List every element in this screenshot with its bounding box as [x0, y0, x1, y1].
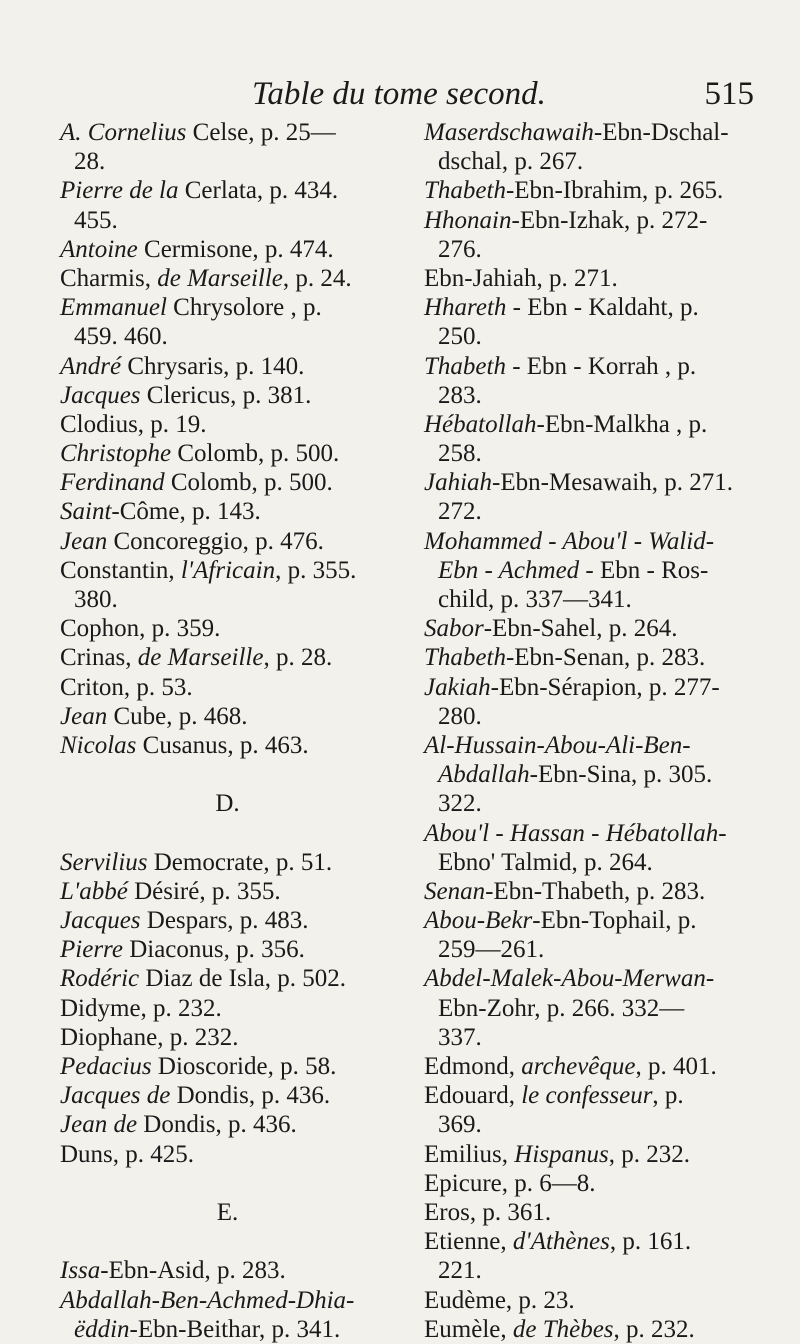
- entry-italic-text: Nicolas: [60, 731, 137, 759]
- page-number: 515: [704, 76, 754, 112]
- index-entry-continuation: [424, 381, 764, 410]
- entry-text: child, p. 337—341.: [438, 586, 632, 613]
- index-entry: [60, 877, 415, 906]
- index-entry: [60, 1081, 415, 1110]
- index-entry: [60, 1110, 415, 1139]
- index-entry: [60, 673, 415, 702]
- blank-line: [60, 1169, 415, 1198]
- entry-italic-text: Rodéric: [60, 965, 140, 993]
- entry-italic-text: André: [60, 352, 122, 380]
- index-entry: [60, 1052, 415, 1081]
- entry-italic-text: Sabor: [424, 615, 484, 643]
- blank-line: [60, 1227, 415, 1256]
- entry-text: Chrysolore , p.: [166, 294, 322, 322]
- index-entry: [424, 352, 764, 381]
- index-entry-continuation: [424, 935, 764, 964]
- entry-text: 258.: [438, 440, 482, 468]
- entry-text: 455.: [74, 206, 118, 234]
- entry-text: Désiré, p. 355.: [127, 877, 281, 905]
- entry-text: -Ebn-Asid, p. 283.: [100, 1257, 286, 1285]
- index-entry: [424, 614, 764, 643]
- entry-text: -Ebn-Sérapion, p. 277-: [490, 673, 720, 701]
- index-entry-continuation: [60, 206, 415, 235]
- entry-text: Eumèle,: [424, 1315, 513, 1343]
- entry-italic-text: Hispanus: [514, 1140, 609, 1168]
- entry-italic-text: d'Athènes: [512, 1228, 610, 1256]
- entry-italic-text: Servilius: [60, 848, 148, 876]
- entry-text: -Ebn-Tophail, p.: [532, 907, 697, 935]
- index-entry-continuation: [424, 147, 764, 176]
- index-entry: [424, 176, 764, 205]
- entry-text: Eros, p. 361.: [424, 1198, 552, 1226]
- entry-text: Cophon, p. 359.: [60, 615, 221, 643]
- entry-italic-text: archevêque: [521, 1053, 636, 1080]
- entry-text: Emilius,: [424, 1140, 515, 1168]
- entry-text: Ebn-Jahiah, p. 271.: [424, 264, 618, 292]
- entry-italic-text: Maserdschawaih: [424, 119, 594, 146]
- entry-text: Criton, p. 53.: [60, 673, 193, 701]
- index-entry: [60, 176, 415, 205]
- entry-italic-text: de Marseille: [137, 644, 264, 672]
- index-entry-continuation: [60, 1315, 415, 1344]
- entry-text: Ebn-Zohr, p. 266. 332—: [438, 994, 685, 1022]
- entry-italic-text: Jean: [60, 702, 108, 730]
- index-entry: [60, 614, 415, 643]
- index-entry: [424, 468, 764, 497]
- entry-italic-text: Jacques de: [60, 1082, 171, 1110]
- entry-italic-text: Mohammed - Abou'l - Walid-: [424, 527, 715, 555]
- entry-italic-text: Ferdinand: [60, 469, 165, 497]
- entry-text: Didyme, p. 232.: [60, 994, 222, 1022]
- entry-text: Colomb, p. 500.: [164, 469, 333, 497]
- index-entry: [60, 556, 415, 585]
- entry-italic-text: Hhonain: [424, 206, 512, 234]
- index-entry: [424, 964, 764, 993]
- index-column-right: [424, 118, 764, 1344]
- entry-text: -Ebn-Sina, p. 305.: [529, 761, 713, 789]
- index-entry: [424, 1169, 764, 1198]
- entry-text: -Côme, p. 143.: [111, 498, 261, 526]
- entry-italic-text: Abdallah: [438, 761, 530, 789]
- entry-text: , p. 28.: [263, 644, 333, 672]
- entry-italic-text: Pierre: [60, 936, 123, 964]
- index-entry: [60, 410, 415, 439]
- index-entry: [60, 293, 415, 322]
- entry-italic-text: Pierre de la: [60, 177, 179, 205]
- index-entry-continuation: [424, 994, 764, 1023]
- entry-text: 369.: [438, 1111, 482, 1139]
- index-entry: [60, 1023, 415, 1052]
- blank-line: [60, 819, 415, 848]
- entry-text: 272.: [438, 498, 482, 526]
- entry-italic-text: Christophe: [60, 440, 172, 468]
- section-letter-heading: [60, 1198, 415, 1227]
- index-entry: [60, 1286, 415, 1315]
- index-entry: [424, 118, 764, 147]
- entry-text: Edouard,: [424, 1082, 522, 1110]
- index-entry: [60, 527, 415, 556]
- index-entry: [424, 673, 764, 702]
- entry-italic-text: Saint: [60, 498, 112, 526]
- entry-text: Duns, p. 425.: [60, 1140, 195, 1168]
- index-entry-continuation: [424, 497, 764, 526]
- entry-text: 459. 460.: [74, 323, 168, 351]
- index-entry: [60, 1140, 415, 1169]
- entry-text: Crinas,: [60, 644, 138, 672]
- index-entry-continuation: [424, 235, 764, 264]
- index-entry: [60, 643, 415, 672]
- entry-italic-text: Abdallah-Ben-Achmed-Dhia-: [60, 1286, 355, 1314]
- entry-text: Celse, p. 25—: [186, 119, 336, 146]
- entry-text: Cermisone, p. 474.: [137, 235, 334, 263]
- entry-text: -Ebn-Thabeth, p. 283.: [485, 877, 706, 905]
- entry-text: Dondis, p. 436.: [137, 1111, 297, 1139]
- index-entry: [60, 848, 415, 877]
- entry-italic-text: Emmanuel: [60, 294, 167, 322]
- entry-text: , p.: [652, 1082, 684, 1110]
- entry-text: Chrysaris, p. 140.: [121, 352, 305, 380]
- entry-italic-text: l'Africain: [180, 556, 276, 584]
- index-entry-continuation: [424, 585, 764, 614]
- entry-text: Diaz de Isla, p. 502.: [139, 965, 347, 993]
- entry-text: E.: [216, 1198, 239, 1226]
- entry-italic-text: Antoine: [60, 235, 138, 263]
- index-entry: [424, 877, 764, 906]
- entry-text: - Ebn - Korrah , p.: [505, 352, 697, 380]
- entry-text: -Ebn-Mesawaih, p. 271.: [492, 469, 733, 497]
- entry-italic-text: Abdel-Malek-Abou-Merwan-: [424, 965, 715, 993]
- index-entry-continuation: [424, 848, 764, 877]
- index-entry: [60, 731, 415, 760]
- index-entry-continuation: [424, 1256, 764, 1285]
- section-letter-heading: [60, 789, 415, 818]
- index-entry: [424, 906, 764, 935]
- entry-text: Concoreggio, p. 476.: [107, 527, 324, 555]
- entry-text: -Ebn-Izhak, p. 272-: [511, 206, 708, 234]
- entry-text: Cusanus, p. 463.: [136, 731, 309, 759]
- entry-italic-text: Issa: [60, 1257, 101, 1285]
- entry-text: -Ebn-Dschal-: [593, 119, 729, 146]
- index-entry: [424, 1315, 764, 1344]
- index-entry: [424, 206, 764, 235]
- index-entry: [424, 1052, 764, 1081]
- entry-text: - Ebn - Ros-: [579, 556, 709, 584]
- index-entry: [60, 964, 415, 993]
- entry-text: 283.: [438, 381, 482, 409]
- entry-text: -Ebn-Senan, p. 283.: [505, 644, 706, 672]
- index-entry: [60, 497, 415, 526]
- index-entry: [424, 643, 764, 672]
- entry-text: 280.: [438, 702, 482, 730]
- index-entry: [60, 994, 415, 1023]
- entry-text: Epicure, p. 6—8.: [424, 1169, 596, 1197]
- index-entry: [60, 439, 415, 468]
- entry-text: Colomb, p. 500.: [171, 440, 340, 468]
- entry-text: Clericus, p. 381.: [140, 381, 312, 409]
- entry-text: Cerlata, p. 434.: [178, 177, 339, 205]
- index-entry: [424, 1286, 764, 1315]
- index-entry-continuation: [424, 1110, 764, 1139]
- entry-text: - Ebn - Kaldaht, p.: [506, 294, 699, 322]
- entry-text: 221.: [438, 1257, 482, 1285]
- entry-italic-text: Hhareth: [424, 294, 507, 322]
- entry-text: Dondis, p. 436.: [170, 1082, 331, 1110]
- index-entry: [60, 235, 415, 264]
- entry-italic-text: Senan: [424, 877, 486, 905]
- entry-text: , p. 24.: [282, 264, 352, 292]
- index-entry-continuation: [424, 789, 764, 818]
- index-entry-continuation: [60, 322, 415, 351]
- index-entry: [60, 381, 415, 410]
- entry-text: Cube, p. 468.: [107, 702, 248, 730]
- entry-text: 259—261.: [438, 936, 545, 964]
- index-entry: [424, 527, 764, 556]
- index-entry-continuation: [424, 439, 764, 468]
- entry-italic-text: Pedacius: [60, 1053, 152, 1080]
- index-entry: [424, 1198, 764, 1227]
- entry-italic-text: Thabeth: [424, 644, 506, 672]
- index-entry: [60, 702, 415, 731]
- index-column-left: [60, 118, 415, 1344]
- index-entry: [60, 352, 415, 381]
- entry-italic-text: Jean: [60, 527, 108, 555]
- entry-text: Constantin,: [60, 556, 181, 584]
- index-entry: [424, 1227, 764, 1256]
- entry-text: Edmond,: [424, 1053, 522, 1080]
- running-header: [0, 76, 800, 120]
- entry-italic-text: A. Cornelius: [60, 119, 187, 146]
- entry-italic-text: Al-Hussain-Abou-Ali-Ben-: [424, 731, 691, 759]
- entry-text: D.: [215, 790, 240, 818]
- index-entry-continuation: [424, 556, 764, 585]
- entry-italic-text: Jean de: [60, 1111, 138, 1139]
- entry-italic-text: ëddin: [74, 1315, 130, 1343]
- entry-text: , p. 355.: [275, 556, 357, 584]
- entry-text: , p. 161.: [609, 1228, 692, 1256]
- entry-text: Charmis,: [60, 264, 158, 292]
- entry-text: , p. 232.: [613, 1315, 695, 1343]
- entry-italic-text: Abou-Bekr: [424, 907, 533, 935]
- index-entry: [424, 410, 764, 439]
- entry-text: Ebno' Talmid, p. 264.: [438, 848, 653, 876]
- entry-italic-text: de Marseille: [157, 264, 283, 292]
- entry-text: , p. 401.: [635, 1053, 717, 1080]
- index-entry-continuation: [60, 147, 415, 176]
- entry-text: 276.: [438, 235, 482, 263]
- entry-italic-text: Ebn - Achmed: [438, 556, 580, 584]
- entry-text: -Ebn-Sahel, p. 264.: [483, 615, 678, 643]
- index-entry: [60, 935, 415, 964]
- index-entry: [424, 819, 764, 848]
- running-title: Table du tome second.: [252, 76, 546, 112]
- index-entry-continuation: [424, 702, 764, 731]
- entry-italic-text: de Thèbes: [512, 1315, 614, 1343]
- entry-italic-text: Abou'l - Hassan - Hébatollah-: [424, 819, 727, 847]
- entry-text: -Ebn-Malkha , p.: [536, 410, 708, 438]
- index-entry: [424, 1081, 764, 1110]
- entry-text: dschal, p. 267.: [438, 148, 584, 176]
- index-entry: [424, 264, 764, 293]
- entry-italic-text: le confesseur: [521, 1082, 653, 1110]
- index-entry: [60, 1256, 415, 1285]
- entry-italic-text: Jakiah: [424, 673, 491, 701]
- entry-text: Diaconus, p. 356.: [122, 936, 305, 964]
- entry-italic-text: Jacques: [60, 381, 141, 409]
- entry-text: 322.: [438, 790, 482, 818]
- entry-text: -Ebn-Beithar, p. 341.: [129, 1315, 341, 1343]
- entry-italic-text: L'abbé: [60, 877, 128, 905]
- index-entry-continuation: [424, 1023, 764, 1052]
- blank-line: [60, 760, 415, 789]
- entry-text: 250.: [438, 323, 482, 351]
- entry-text: Democrate, p. 51.: [147, 848, 333, 876]
- entry-text: -Ebn-Ibrahim, p. 265.: [505, 177, 724, 205]
- index-entry: [60, 264, 415, 293]
- entry-text: Despars, p. 483.: [140, 907, 309, 935]
- entry-text: Diophane, p. 232.: [60, 1023, 239, 1051]
- entry-text: , p. 232.: [608, 1140, 691, 1168]
- entry-text: 337.: [438, 1023, 482, 1051]
- index-entry: [424, 1140, 764, 1169]
- entry-text: Clodius, p. 19.: [60, 410, 207, 438]
- entry-text: Dioscoride, p. 58.: [151, 1053, 337, 1080]
- entry-text: 380.: [74, 586, 118, 613]
- index-entry: [60, 906, 415, 935]
- index-entry: [60, 118, 415, 147]
- index-entry-continuation: [424, 322, 764, 351]
- entry-text: Etienne,: [424, 1228, 513, 1256]
- index-entry: [424, 293, 764, 322]
- entry-italic-text: Thabeth: [424, 177, 506, 205]
- entry-text: 28.: [74, 148, 106, 176]
- index-entry: [424, 731, 764, 760]
- index-entry-continuation: [424, 760, 764, 789]
- entry-italic-text: Jahiah: [424, 469, 493, 497]
- index-entry-continuation: [60, 585, 415, 614]
- index-entry: [60, 468, 415, 497]
- entry-text: Eudème, p. 23.: [424, 1286, 575, 1314]
- entry-italic-text: Thabeth: [424, 352, 506, 380]
- entry-italic-text: Hébatollah: [424, 410, 537, 438]
- entry-italic-text: Jacques: [60, 907, 141, 935]
